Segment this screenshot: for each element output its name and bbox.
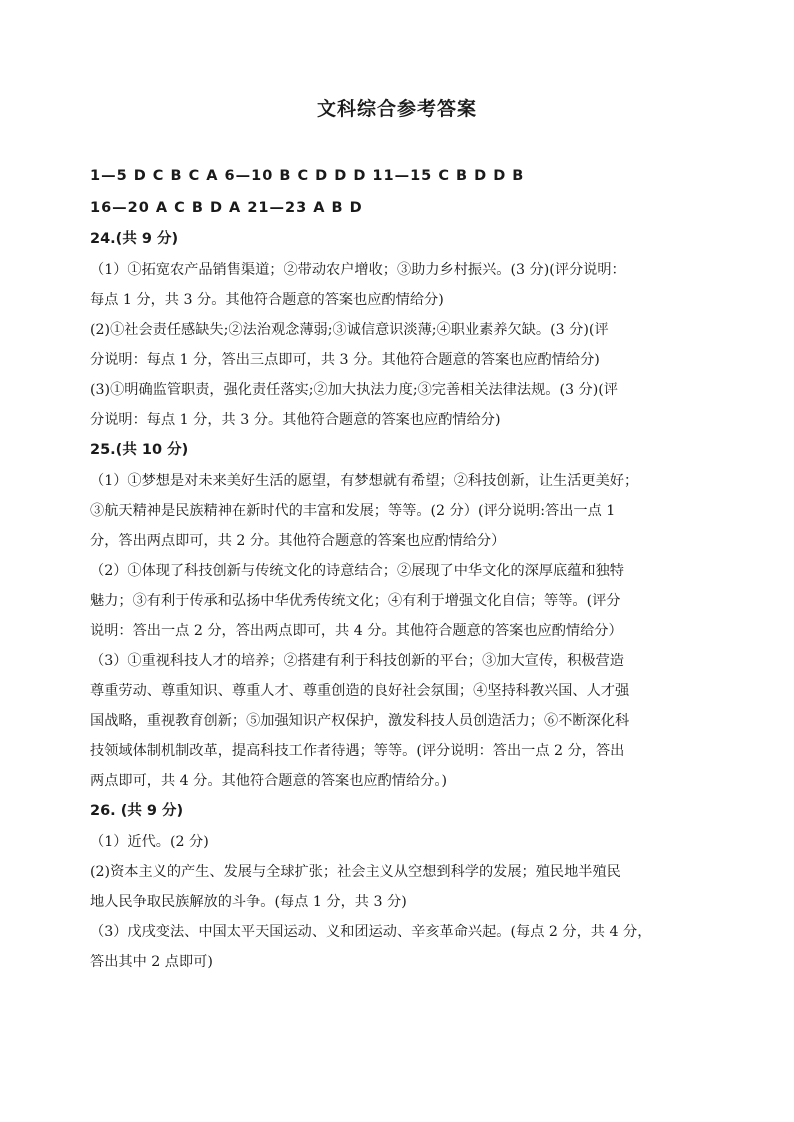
question-26-part-2 bbox=[90, 857, 708, 917]
page-title: 文科综合参考答案 bbox=[316, 98, 477, 120]
text-line: 技领域体制机制改革，提高科技工作者待遇；等等。(评分说明：答出一点 2 分，答出 bbox=[90, 743, 625, 759]
question-24-part-3 bbox=[90, 375, 708, 435]
text-line: 地人民争取民族解放的斗争。(每点 1 分，共 3 分) bbox=[90, 894, 407, 910]
multiple-choice-answers-line-1: 1—5 D C B C A 6—10 B C D D D 11—15 C B D D B bbox=[90, 168, 525, 184]
text-line: 每点 1 分，共 3 分。其他符合题意的答案也应酌情给分) bbox=[90, 292, 444, 308]
text-line: （2）①体现了科技创新与传统文化的诗意结合；②展现了中华文化的深厚底蕴和独特 bbox=[90, 563, 624, 579]
text-line: （3）戊戌变法、中国太平天国运动、义和团运动、辛亥革命兴起。(每点 2 分，共 4 分， bbox=[90, 924, 652, 940]
text-line: 两点即可，共 4 分。其他符合题意的答案也应酌情给分。) bbox=[90, 773, 447, 789]
question-25-header: 25.(共 10 分) bbox=[90, 442, 189, 458]
multiple-choice-answers-line-2: 16—20 A C B D A 21—23 A B D bbox=[90, 200, 363, 216]
text-line: 答出其中 2 点即可) bbox=[90, 954, 213, 970]
text-line: 尊重劳动、尊重知识、尊重人才、尊重创造的良好社会氛围；④坚持科教兴国、人才强 bbox=[90, 683, 630, 699]
question-25-part-1 bbox=[90, 466, 708, 556]
text-line: ③航天精神是民族精神在新时代的丰富和发展；等等。(2 分）(评分说明:答出一点 1 bbox=[90, 503, 616, 519]
question-26-part-3 bbox=[90, 917, 708, 977]
question-25-part-3 bbox=[90, 646, 708, 796]
text-line: （1）近代。(2 分) bbox=[90, 834, 209, 850]
question-24-part-1 bbox=[90, 255, 708, 315]
text-line: 分说明：每点 1 分，共 3 分。其他符合题意的答案也应酌情给分) bbox=[90, 412, 501, 428]
question-24-header: 24.(共 9 分) bbox=[90, 231, 179, 247]
text-line: (3)①明确监管职责，强化责任落实;②加大执法力度;③完善相关法律法规。(3 分)(评 bbox=[90, 382, 618, 398]
text-line: (2)资本主义的产生、发展与全球扩张；社会主义从空想到科学的发展；殖民地半殖民 bbox=[90, 864, 621, 880]
text-line: 分，答出两点即可，共 2 分。其他符合题意的答案也应酌情给分） bbox=[90, 533, 506, 549]
text-line: 国战略，重视教育创新；⑤加强知识产权保护，激发科技人员创造活力；⑥不断深化科 bbox=[90, 713, 630, 729]
text-line: (2)①社会责任感缺失;②法治观念薄弱;③诚信意识淡薄;④职业素养欠缺。(3 分)(评 bbox=[90, 322, 609, 338]
text-line: （1）①拓宽农产品销售渠道；②带动农户增收；③助力乡村振兴。(3 分)(评分说明： bbox=[90, 262, 626, 278]
question-25-part-2 bbox=[90, 556, 708, 646]
question-24-part-2 bbox=[90, 315, 708, 375]
question-26-header: 26. (共 9 分) bbox=[90, 803, 184, 819]
text-line: 分说明：每点 1 分，答出三点即可，共 3 分。其他符合题意的答案也应酌情给分) bbox=[90, 352, 600, 368]
text-line: 魅力；③有利于传承和弘扬中华优秀传统文化；④有利于增强文化自信；等等。(评分 bbox=[90, 593, 621, 609]
text-line: （3）①重视科技人才的培养；②搭建有利于科技创新的平台；③加大宣传，积极营造 bbox=[90, 653, 624, 669]
answer-content bbox=[90, 160, 708, 977]
text-line: （1）①梦想是对未来美好生活的愿望，有梦想就有希望；②科技创新，让生活更美好； bbox=[90, 473, 639, 489]
question-26-part-1 bbox=[90, 827, 708, 857]
text-line: 说明：答出一点 2 分，答出两点即可，共 4 分。其他符合题意的答案也应酌情给分） bbox=[90, 623, 623, 639]
